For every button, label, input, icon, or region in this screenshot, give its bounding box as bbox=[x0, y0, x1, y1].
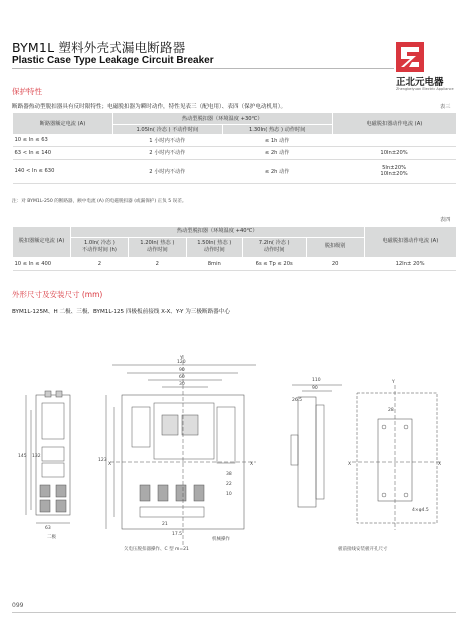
dim-label: 63 bbox=[45, 526, 51, 531]
dim-label: 30 bbox=[179, 382, 185, 387]
table-cell: 2 bbox=[128, 257, 186, 270]
table-cell: 10 ≤ In ≤ 400 bbox=[13, 257, 71, 270]
table3 bbox=[12, 113, 456, 184]
side-view-right bbox=[291, 385, 342, 507]
table4 bbox=[12, 227, 456, 271]
table4-label: 表四 bbox=[440, 217, 451, 223]
dim-label: 132 bbox=[32, 454, 41, 459]
dim-label: 60 bbox=[179, 375, 185, 380]
axis-label-x: X bbox=[438, 462, 442, 467]
header-line: 1.50In( 热态 ) bbox=[197, 239, 232, 246]
table-row bbox=[13, 257, 457, 270]
table-cell: 6s ≤ Tp ≤ 20s bbox=[242, 257, 306, 270]
axis-label-y: Y bbox=[392, 380, 395, 385]
table3-header-thermal: 热动型脱扣器（环境温度 +30℃） bbox=[112, 113, 332, 124]
table-cell: 10 ≤ In ≤ 63 bbox=[13, 134, 113, 146]
table3-note: 注：对 BYM1L-250 的断路器，额中电流 (A) 的电磁脱扣器 (或漏保护) 正负 5 误差。 bbox=[12, 199, 187, 204]
protection-paragraph: 断路器热动型脱扣器具有反时限特性；电磁脱扣器为瞬时动作，特性见表三（配电用）、表四（保护电动机用）。 bbox=[12, 104, 287, 110]
table-cell: 2 小时内不动作 bbox=[112, 146, 222, 159]
dim-label: 4×φ4.5 bbox=[412, 508, 429, 513]
table-cell: 10In±20% bbox=[332, 146, 456, 159]
dim-label: 22 bbox=[226, 482, 232, 487]
brand-subname: Zhengbeiyuan Electric Appliance bbox=[396, 87, 454, 91]
footer-divider bbox=[12, 612, 456, 613]
table-row bbox=[13, 134, 457, 146]
brand-logo bbox=[396, 42, 458, 94]
brand-name: 正北元电器 bbox=[396, 77, 444, 88]
dim-label: 90 bbox=[179, 368, 185, 373]
table-cell: 8min bbox=[186, 257, 242, 270]
section-heading-dimensions: 外形尺寸及安装尺寸 (mm) bbox=[12, 290, 103, 299]
header-line: 动作时间 bbox=[203, 247, 225, 253]
brand-logo-icon bbox=[396, 42, 424, 72]
table-row bbox=[13, 146, 457, 159]
dim-label: 145 bbox=[18, 454, 27, 459]
table4-header-col3 bbox=[186, 237, 242, 257]
table-cell: ≤ 1h 动作 bbox=[222, 134, 332, 146]
dim-label: 90 bbox=[312, 386, 318, 391]
dim-label: 28 bbox=[388, 408, 394, 413]
header-line: 1.0In( 冷态 ) bbox=[83, 239, 115, 246]
table4-header-col4 bbox=[242, 237, 306, 257]
header-line: 7.2In( 冷态 ) bbox=[258, 239, 290, 246]
table-cell: 140 < In ≤ 630 bbox=[13, 159, 113, 183]
table-cell-line: 10In±20% bbox=[380, 171, 408, 177]
caption-right: 板前接线安装板开孔尺寸 bbox=[338, 547, 388, 552]
table4-header-rated: 脱扣器额定电流 (A) bbox=[13, 227, 71, 257]
dim-label: 10 bbox=[226, 492, 232, 497]
caption-center: 欠电压脱扣器操作、C 型 m=21 bbox=[124, 547, 189, 552]
header-divider bbox=[12, 68, 394, 69]
table3-header-magnetic: 电磁脱扣器动作电流 (A) bbox=[332, 113, 456, 134]
table3-label: 表三 bbox=[440, 104, 451, 110]
dimension-drawing bbox=[12, 335, 456, 593]
table4-header-col1 bbox=[70, 237, 128, 257]
caption-handle: 机械操作 bbox=[212, 537, 230, 542]
table-cell: ≤ 2h 动作 bbox=[222, 159, 332, 183]
table-cell: 2 bbox=[70, 257, 128, 270]
table-cell bbox=[332, 159, 456, 183]
page-number: 099 bbox=[12, 602, 24, 609]
table3-header-sub1: 1.05In( 冷态 ) 不动作时间 bbox=[112, 124, 222, 134]
dim-label: 123 bbox=[98, 458, 107, 463]
table4-header-magnetic: 电磁脱扣器动作电流 (A) bbox=[364, 227, 456, 257]
dim-label: 26.5 bbox=[292, 398, 303, 403]
header-line: 不动作时间 (h) bbox=[81, 247, 117, 253]
table-cell-line: 5In±20% bbox=[382, 165, 407, 171]
table4-header-thermal: 热动型脱扣器（环境温度 +40℃） bbox=[70, 227, 364, 237]
dimensions-subtitle: BYM1L-125M、H 二极、三极、BYM1L-125 四极板前接线 X-X、Y-Y 为三极断路器中心 bbox=[12, 309, 230, 315]
table4-header-col5: 脱扣级别 bbox=[306, 237, 364, 257]
header-line: 1.20In( 热态 ) bbox=[140, 239, 175, 246]
dim-label: 17.5 bbox=[172, 532, 183, 537]
header-line: 动作时间 bbox=[146, 247, 168, 253]
dim-label: 120 bbox=[177, 360, 186, 365]
table-cell: ≤ 2h 动作 bbox=[222, 146, 332, 159]
table3-header-sub2: 1.30In( 热态 ) 动作时间 bbox=[222, 124, 332, 134]
table4-header-col2 bbox=[128, 237, 186, 257]
table-row bbox=[13, 159, 457, 183]
table-cell: 2 小时内不动作 bbox=[112, 159, 222, 183]
dim-label: 38 bbox=[226, 472, 232, 477]
table-cell: 12In± 20% bbox=[364, 257, 456, 270]
dim-label: 110 bbox=[312, 378, 321, 383]
axis-label-x: X bbox=[348, 462, 352, 467]
page-title: BYM1L 塑料外壳式漏电断路器 bbox=[12, 40, 186, 55]
caption-two-pole: 二极 bbox=[47, 535, 56, 540]
table-cell bbox=[332, 134, 456, 146]
header-line: 动作时间 bbox=[263, 247, 285, 253]
section-heading-protection: 保护特性 bbox=[12, 87, 42, 96]
axis-label-y: Y bbox=[180, 356, 183, 361]
axis-label-x: X bbox=[108, 462, 112, 467]
dim-label: 21 bbox=[162, 522, 168, 527]
table-cell: 63 < In ≤ 140 bbox=[13, 146, 113, 159]
table-cell: 20 bbox=[306, 257, 364, 270]
axis-label-x: X bbox=[250, 462, 254, 467]
table3-header-rated: 断路器额定电流 (A) bbox=[13, 113, 113, 134]
table-cell: 1 小时内不动作 bbox=[112, 134, 222, 146]
page-subtitle-en: Plastic Case Type Leakage Circuit Breaker bbox=[12, 55, 214, 66]
